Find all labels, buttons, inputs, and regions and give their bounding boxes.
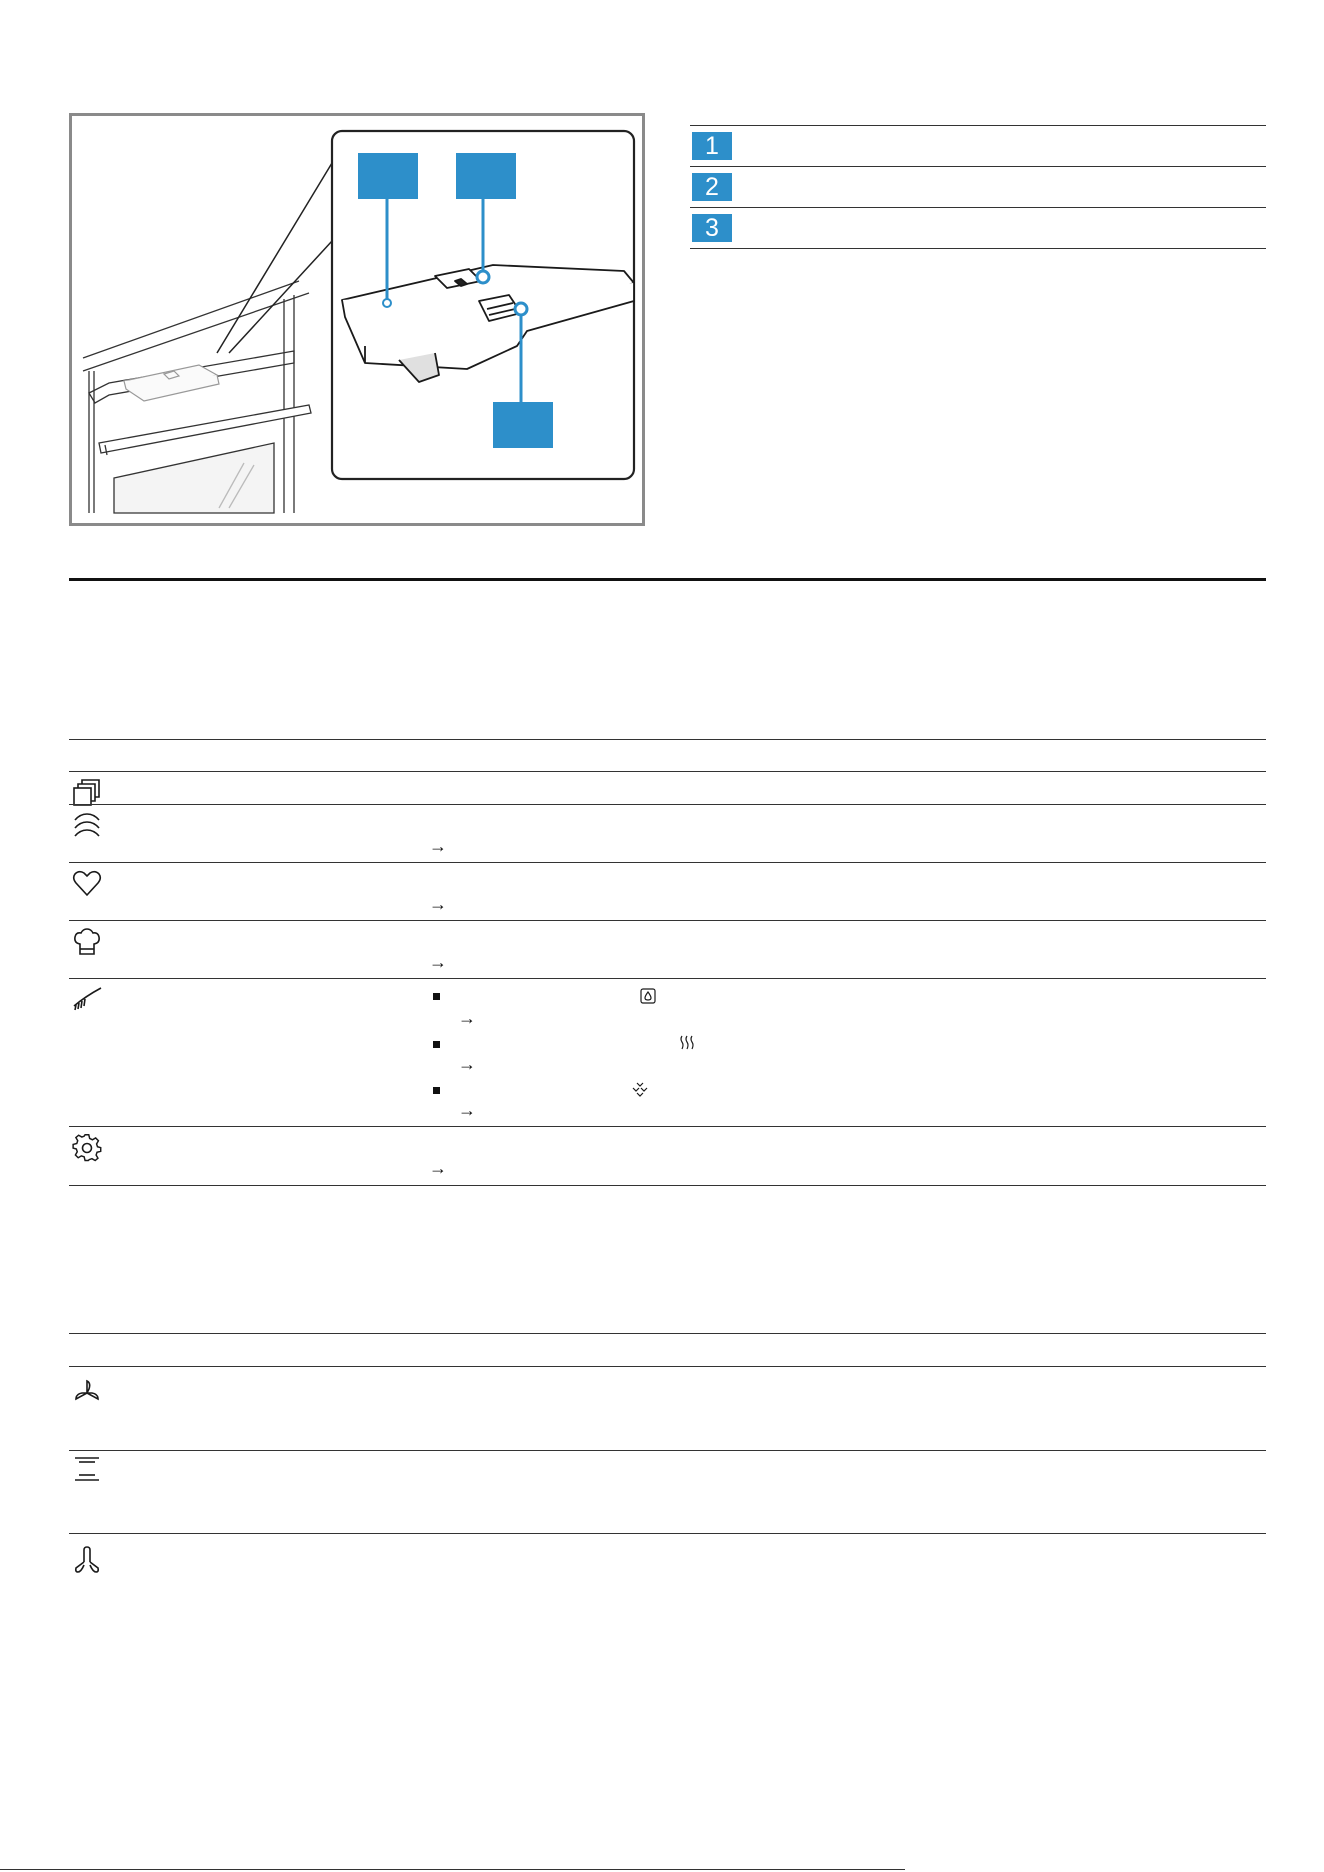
section-divider <box>69 578 1266 581</box>
top-bottom-heat-icon <box>71 1453 103 1485</box>
table-row <box>69 804 1266 863</box>
steam-waves-icon <box>71 810 103 842</box>
legend-row <box>690 207 1266 249</box>
bullet-marker <box>433 993 440 1000</box>
legend-number-badge: 1 <box>692 132 732 160</box>
table-row <box>69 920 1266 979</box>
cross-reference-arrow: → <box>458 1054 476 1074</box>
descale-heat-icon <box>678 1034 696 1052</box>
table-row <box>69 1126 1266 1186</box>
figure-legend <box>690 125 1266 249</box>
legend-number-badge: 2 <box>692 173 732 201</box>
table-row <box>69 1366 1266 1451</box>
table-row <box>69 978 1266 1127</box>
legend-number-badge: 3 <box>692 214 732 242</box>
hot-air-fan-icon <box>71 1544 103 1576</box>
oven-water-tank-illustration <box>69 113 645 526</box>
cross-reference-arrow: → <box>429 952 447 972</box>
cross-reference-arrow: → <box>458 1008 476 1028</box>
settings-gear-icon <box>71 1132 103 1164</box>
cross-reference-arrow: → <box>458 1100 476 1120</box>
cleaning-brush-icon <box>71 984 103 1016</box>
cross-reference-arrow: → <box>429 894 447 914</box>
chef-hat-icon <box>71 926 103 958</box>
legend-row <box>690 125 1266 166</box>
cross-reference-arrow: → <box>429 836 447 856</box>
table-row <box>69 1533 1266 1594</box>
bullet-marker <box>433 1087 440 1094</box>
water-tank-icon <box>639 987 657 1005</box>
page-footer-rule <box>0 1869 905 1870</box>
table-row <box>69 1450 1266 1534</box>
cross-reference-arrow: → <box>429 1158 447 1178</box>
table-header-row <box>69 739 1266 772</box>
table-header-row <box>69 1333 1266 1367</box>
fan-icon <box>71 1377 103 1409</box>
table-row <box>69 862 1266 921</box>
heart-icon <box>71 868 103 900</box>
legend-row <box>690 166 1266 207</box>
drying-icon <box>631 1080 649 1098</box>
table-row <box>69 771 1266 805</box>
bullet-marker <box>433 1041 440 1048</box>
